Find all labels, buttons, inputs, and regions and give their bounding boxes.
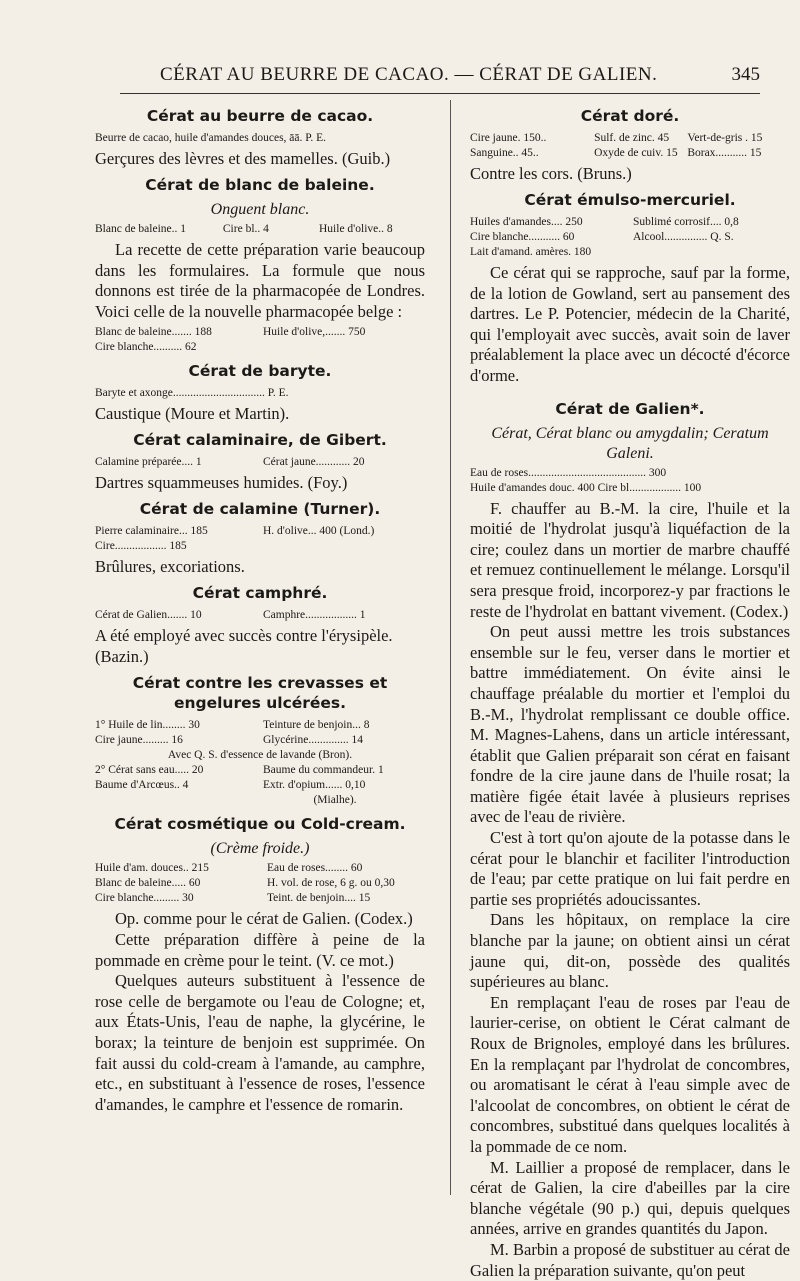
formula-cell: Calamine préparée.... 1: [95, 456, 202, 469]
formula-line: Beurre de cacao, huile d'amandes douces, āā. P. E.: [95, 132, 327, 144]
paragraph: M. Laillier a proposé de remplacer, dans le cérat de Galien, la cire d'abeilles par la cire blanche végétale (90 p.) qui, depuis quelques années, arrive en grandes quantités du Japon.: [470, 1157, 790, 1239]
entry-title: Cérat de baryte.: [188, 362, 332, 381]
formula-cell: 2° Cérat sans eau..... 20: [95, 764, 204, 777]
formula-cell: Cire blanche......... 30: [95, 892, 194, 905]
entry-subtitle: (Crème froide.): [210, 840, 310, 858]
entry-title: Cérat émulso-mercuriel.: [524, 191, 736, 209]
usage-note: A été employé avec succès contre l'érysipèle. (Bazin.): [95, 626, 393, 667]
paragraph: Ce cérat qui se rapproche, sauf par la forme, de la lotion de Gowland, sert au pansement des dartres. Le P. Potencier, médecin de la Charité, qui l'employait avec succès, avait soin de laver préalablement la place avec un décocté d'écorce d'orme.: [470, 263, 790, 385]
formula-table: [95, 325, 425, 355]
formula-table: [95, 718, 425, 748]
paragraph: On peut aussi mettre les trois substances ensemble sur le feu, verser dans le mortier et battre immédiatement. On évite ainsi le chauffage préalable du mortier et l'emploi du B.-M., l'hydrolat remplissant ce double office. M. Magnes-Lahens, dans un article intéressant, établit que Galien préparait son cérat en faisant fondre de la cire jaune dans de l'huile rosat; la matière figée était lavée à plusieurs reprises avec de l'eau de rivière.: [470, 622, 790, 827]
usage-note: Gerçures des lèvres et des mamelles. (Guib.): [95, 149, 391, 168]
entry-title: Cérat de blanc de baleine.: [145, 176, 375, 194]
paragraph: F. chauffer au B.-M. la cire, l'huile et la moitié de l'hydrolat jusqu'à liquéfaction de la cire; coulez dans un mortier de marbre chauffé et remuez continuellement le mélange. Lorsqu'il sera presque froid, incorporez-y par fractions le reste de l'hydrolat en battant vivement. (Codex.): [470, 498, 790, 621]
formula-cell: Sanguine.. 45..: [470, 147, 539, 159]
entry-title: Cérat contre les crevasses et engelures ulcérées.: [132, 674, 388, 713]
formula-cell: Cire jaune. 150..: [470, 132, 547, 144]
formula-cell: Pierre calaminaire... 185: [95, 525, 208, 538]
formula-cell: Alcool............... Q. S.: [633, 231, 734, 243]
entry-title: Cérat doré.: [580, 107, 680, 125]
formula-table: [470, 466, 790, 496]
column-divider: [450, 100, 451, 1195]
formula-cell: Huile d'amandes douc. 400 Cire bl.................. 100: [470, 481, 702, 494]
usage-note: Brûlures, excoriations.: [95, 557, 245, 577]
formula-cell: Sulf. de zinc. 45: [594, 132, 670, 144]
formula-cell: [263, 539, 425, 554]
paragraph: M. Barbin a proposé de substituer au cérat de Galien la préparation suivante, qu'on peut: [470, 1239, 790, 1280]
formula-cell: Vert-de-gris . 15: [687, 132, 763, 144]
formula-cell: Teint. de benjoin.... 15: [266, 892, 371, 905]
formula-note: (Mialhe).: [313, 794, 357, 807]
formula-cell: Extr. d'opium...... 0,10: [263, 779, 366, 792]
formula-cell: Cire blanche........... 60: [470, 231, 575, 243]
paragraph: Op. comme pour le cérat de Galien. (Codex.): [115, 909, 413, 929]
formula-cell: Cérat jaune............ 20: [263, 456, 365, 469]
formula-cell: Huile d'olive,....... 750: [263, 326, 366, 339]
formula-cell: [633, 245, 790, 260]
formula-cell: Blanc de baleine....... 188: [95, 326, 212, 339]
left-column: [95, 100, 425, 1115]
formula-cell: Borax........... 15: [687, 147, 762, 159]
page-number: 345: [731, 64, 760, 85]
formula-cell: Baume d'Arcœus.. 4: [95, 779, 189, 792]
formula-cell: Camphre.................. 1: [263, 609, 366, 622]
usage-note: Caustique (Moure et Martin).: [95, 404, 290, 424]
formula-cell: Baume du commandeur. 1: [263, 764, 384, 777]
usage-note: Contre les cors. (Bruns.): [470, 164, 632, 183]
formula-table: [470, 215, 790, 260]
formula-table: [95, 222, 425, 237]
formula-cell: H. d'olive... 400 (Lond.): [263, 525, 375, 538]
formula-table: [95, 455, 425, 470]
formula-cell: Cire jaune......... 16: [95, 734, 183, 747]
formula-cell: Cire bl.. 4: [222, 223, 269, 235]
entry-title: Cérat au beurre de cacao.: [146, 107, 374, 125]
entry-title: Cérat calaminaire, de Gibert.: [133, 431, 387, 450]
formula-cell: Lait d'amand. amères. 180: [470, 246, 592, 258]
formula-cell: Eau de roses........ 60: [266, 862, 363, 875]
paragraph: En remplaçant l'eau de roses par l'eau de laurier-cerise, on obtient le Cérat calmant de Roux de Brignoles, employé dans les brûlures. En la remplaçant par l'hydrolat de concombres, ou aromatisant le cérat à l'eau simple avec de l'alcoolat de concombres, on obtient le cérat de concombres, substitué dans quelques localités à la pommade de ce nom.: [470, 992, 790, 1156]
formula-table: [95, 861, 425, 906]
formula-cell: Huiles d'amandes.... 250: [470, 216, 583, 228]
formula-note: Avec Q. S. d'essence de lavande (Bron).: [167, 749, 353, 762]
paragraph: Dans les hôpitaux, on remplace la cire blanche par la jaune; on obtient ainsi un cérat jaune qui, dit-on, possède des qualités supérieures au blanc.: [470, 910, 790, 992]
paragraph: Cette préparation diffère à peine de la pommade en crème pour le teint. (V. ce mot.): [95, 929, 425, 970]
formula-cell: Cire blanche.......... 62: [95, 341, 197, 354]
formula-table: [95, 763, 425, 793]
usage-note: Dartres squammeuses humides. (Foy.): [95, 473, 348, 493]
formula-cell: Cire.................. 185: [95, 540, 187, 553]
paragraph: Quelques auteurs substituent à l'essence de rose celle de bergamote ou l'eau de Cologne; et, aux États-Unis, l'eau de naphe, la glycérine, le borax; la teinture de benjoin est supprimée. On fait aussi du cold-cream à l'amande, au camphre, etc., en substituant à l'essence de roses, l'essence d'amandes, le camphre et l'essence de romarin.: [95, 971, 425, 1114]
formula-table: [95, 524, 425, 554]
formula-line: Baryte et axonge................................ P. E.: [95, 387, 289, 400]
paragraph: C'est à tort qu'on ajoute de la potasse dans le cérat pour le blanchir et faciliter l'introduction de l'eau; par cette pratique on lui fait perdre en partie ses propriétés adoucissantes.: [470, 828, 790, 909]
page-header: [120, 60, 760, 94]
paragraph: La recette de cette préparation varie beaucoup dans les formulaires. La formule que nous donnons est tirée de la pharmacopée de Londres. Voici celle de la nouvelle pharmacopée belge :: [95, 240, 425, 321]
formula-cell: [263, 340, 425, 355]
entry-title: Cérat de Galien*.: [555, 399, 705, 418]
formula-cell: Eau de roses......................................... 300: [470, 466, 667, 479]
right-column: [470, 100, 790, 1281]
entry-title: Cérat cosmétique ou Cold-cream.: [114, 815, 406, 834]
formula-table: [470, 131, 790, 161]
formula-cell: Glycérine.............. 14: [263, 734, 363, 747]
formula-cell: Huile d'olive.. 8: [319, 223, 393, 235]
entry-title: Cérat camphré.: [192, 584, 328, 603]
formula-cell: 1° Huile de lin........ 30: [95, 719, 200, 732]
formula-cell: Blanc de baleine.. 1: [95, 223, 187, 235]
formula-cell: Sublimé corrosif.... 0,8: [633, 216, 739, 228]
formula-cell: Oxyde de cuiv. 15: [594, 147, 678, 159]
entry-title: Cérat de calamine (Turner).: [139, 500, 381, 519]
entry-subtitle: Onguent blanc.: [210, 201, 310, 218]
formula-cell: H. vol. de rose, 6 g. ou 0,30: [266, 877, 395, 890]
formula-cell: Teinture de benjoin... 8: [263, 719, 370, 732]
formula-cell: Cérat de Galien....... 10: [95, 609, 202, 622]
formula-cell: Blanc de baleine..... 60: [95, 877, 201, 890]
running-title: CÉRAT AU BEURRE DE CACAO. — CÉRAT DE GALIEN.: [160, 64, 658, 85]
formula-table: [95, 608, 425, 623]
entry-subtitle: Cérat, Cérat blanc ou amygdalin; Ceratum Galeni.: [491, 424, 769, 462]
formula-cell: Huile d'am. douces.. 215: [95, 862, 209, 875]
